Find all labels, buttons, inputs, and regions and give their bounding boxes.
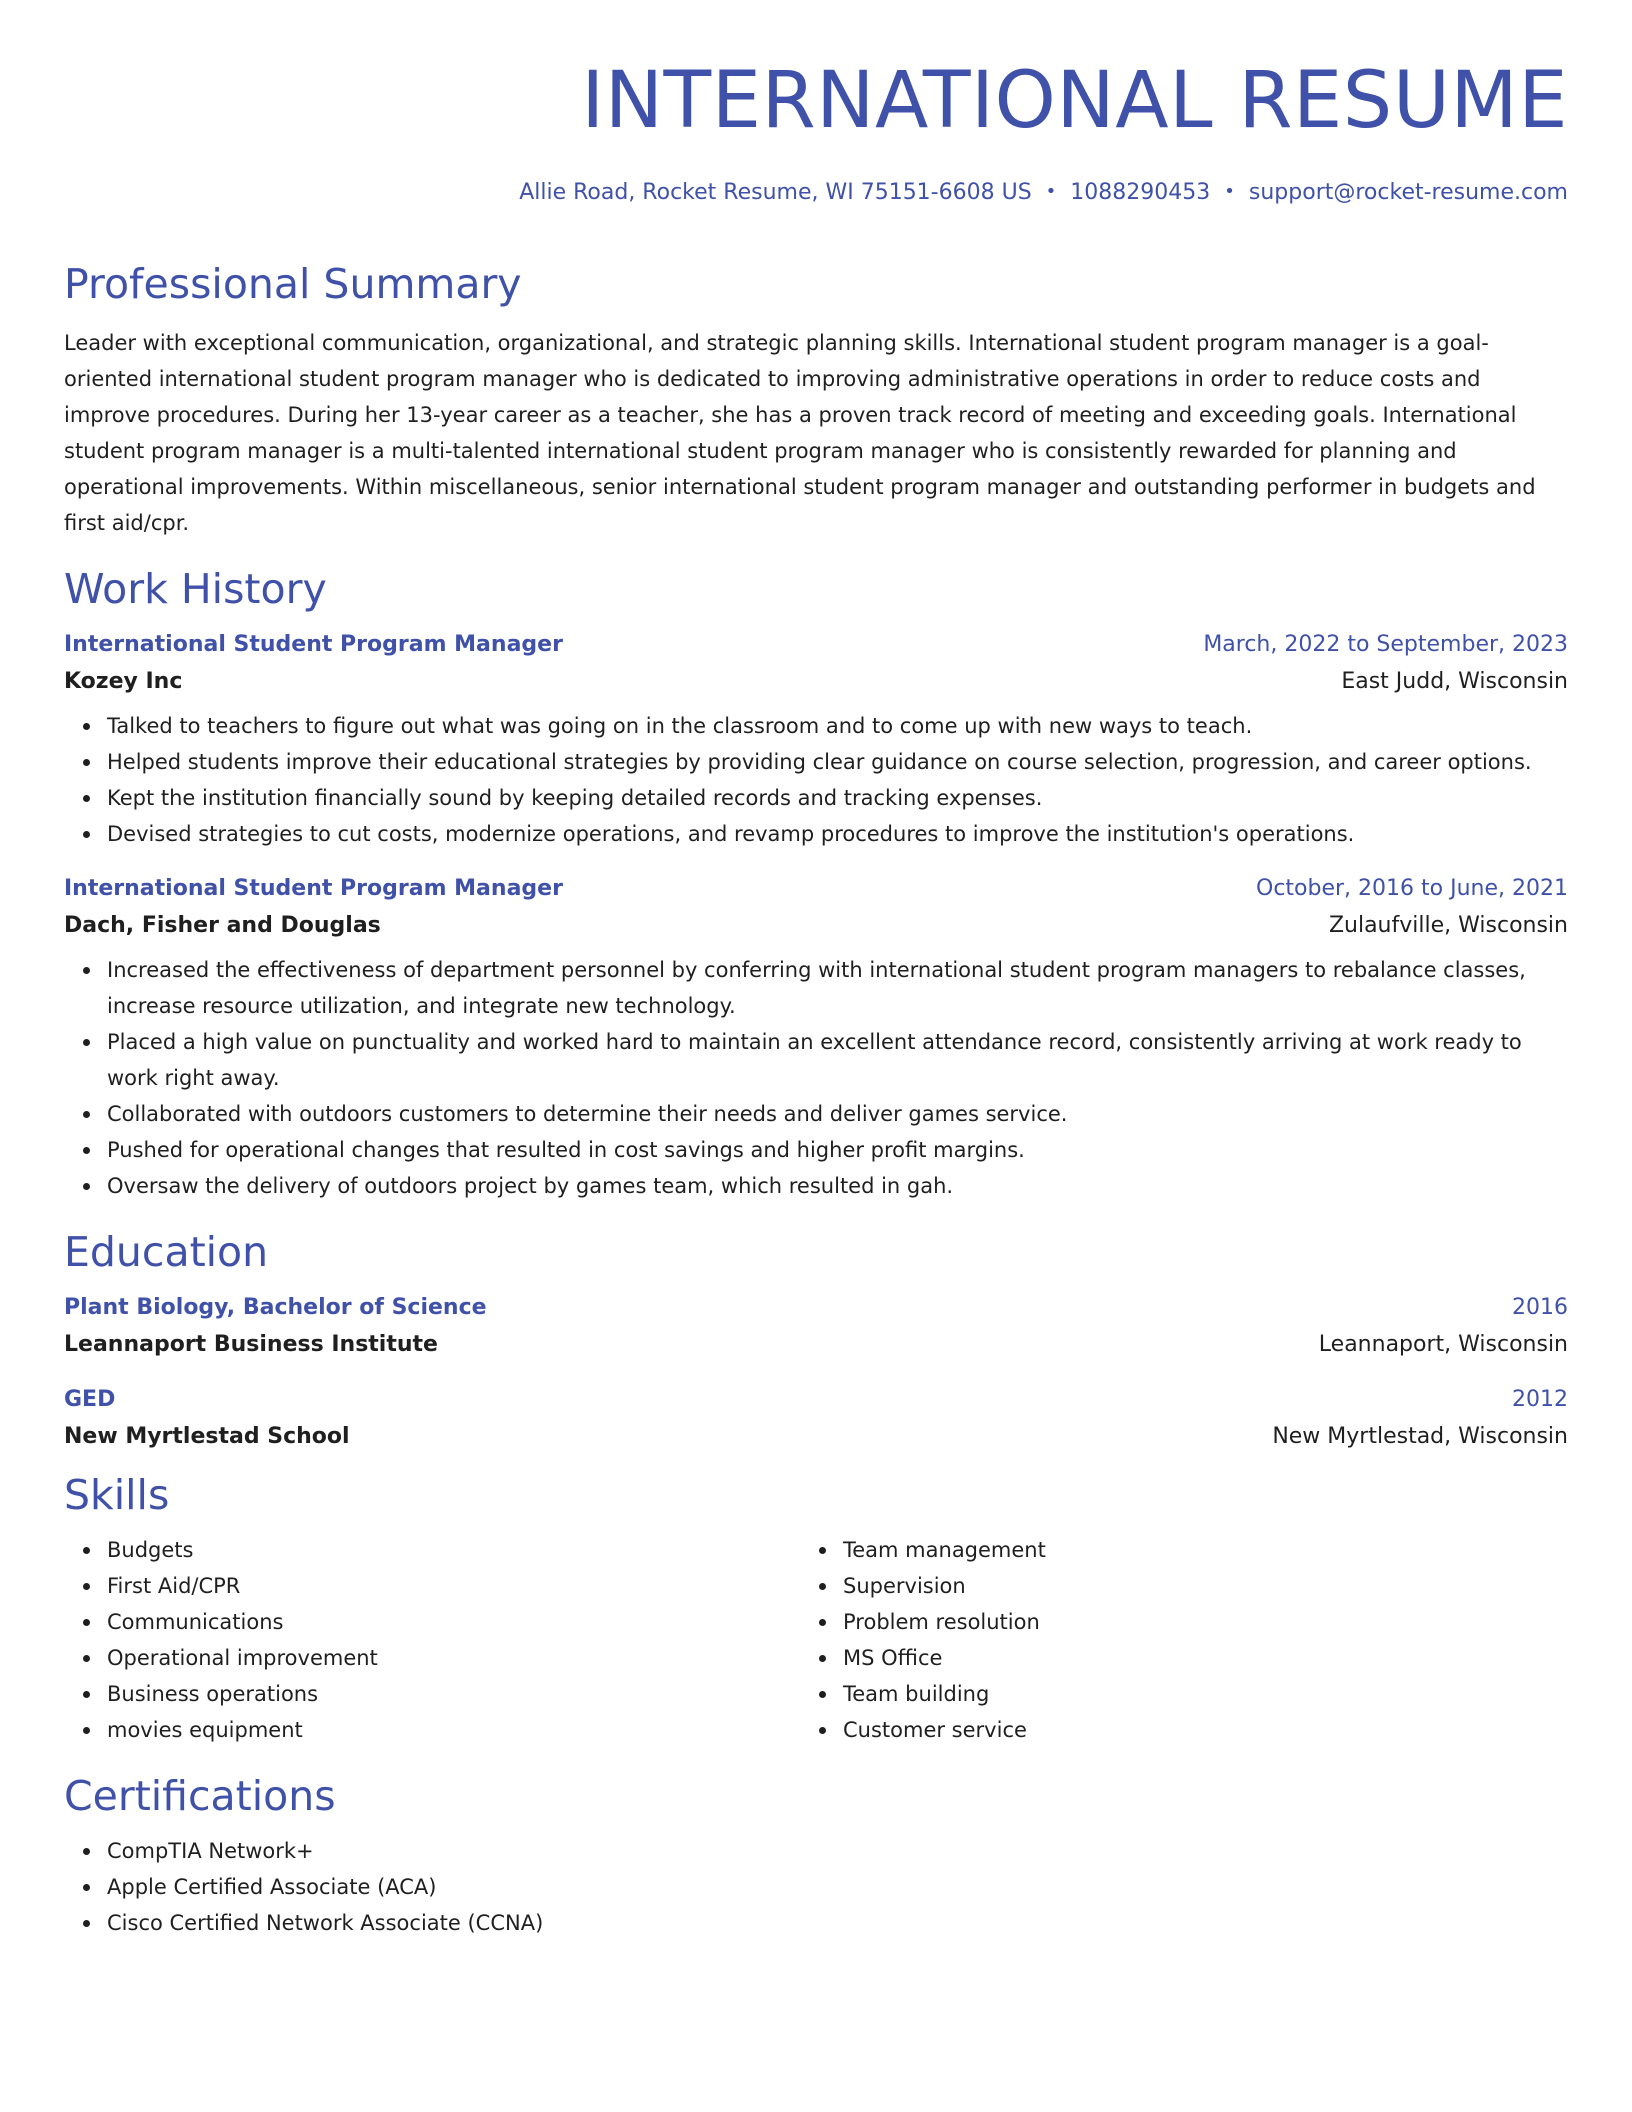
list-item: Oversaw the delivery of outdoors project by games team, which resulted in gah. [107,1168,1568,1204]
contact-email: support@rocket-resume.com [1248,180,1568,205]
list-item: Devised strategies to cut costs, modernize operations, and revamp procedures to improve the institution's operations. [107,816,1568,852]
contact-separator: • [1224,181,1235,202]
contact-separator: • [1045,181,1057,202]
contact-line [64,182,1568,204]
list-item: movies equipment [107,1712,800,1748]
job-title: International Student Program Manager [64,876,563,901]
education-section [64,1228,1568,1449]
job-company-row [64,913,1568,938]
list-item: Placed a high value on punctuality and worked hard to maintain an excellent attendance record, consistently arriving at work ready to work right away. [107,1024,1568,1096]
contact-phone: 1088290453 [1070,180,1211,205]
education-entry [64,1295,1568,1357]
certifications-list [64,1833,1568,1941]
education-year: 2016 [1512,1295,1568,1320]
job-company-row [64,669,1568,694]
work-heading: Work History [64,565,327,613]
education-school-row [64,1332,1568,1357]
list-item: Increased the effectiveness of department personnel by conferring with international student program managers to rebalance classes, increase resource utilization, and integrate new technology. [107,952,1568,1024]
job-location: East Judd, Wisconsin [1341,669,1568,694]
contact-address: Allie Road, Rocket Resume, WI 75151-6608 US [519,180,1032,205]
list-item: Kept the institution financially sound by keeping detailed records and tracking expenses. [107,780,1568,816]
list-item: Problem resolution [843,1604,1536,1640]
list-item: CompTIA Network+ [107,1833,1568,1869]
job-dates: March, 2022 to September, 2023 [1203,632,1568,657]
skills-column-right [800,1532,1536,1748]
education-header-row [64,1295,1568,1320]
list-item: Team management [843,1532,1536,1568]
list-item: Helped students improve their educational strategies by providing clear guidance on course selection, progression, and career options. [107,744,1568,780]
job-header-row [64,876,1568,901]
list-item: Supervision [843,1568,1536,1604]
skills-list [64,1532,800,1748]
education-year: 2012 [1512,1387,1568,1412]
job-company: Dach, Fisher and Douglas [64,913,381,938]
job-header-row [64,632,1568,657]
job-title: International Student Program Manager [64,632,563,657]
education-school-row [64,1424,1568,1449]
job-bullets [64,708,1568,852]
job-location: Zulaufville, Wisconsin [1328,913,1568,938]
list-item: Team building [843,1676,1536,1712]
job-bullets [64,952,1568,1204]
skills-list [800,1532,1536,1748]
list-item: Cisco Certified Network Associate (CCNA) [107,1905,1568,1941]
education-school: Leannaport Business Institute [64,1332,438,1357]
skills-grid [64,1532,1568,1748]
education-heading: Education [64,1228,269,1276]
list-item: Operational improvement [107,1640,800,1676]
summary-text: Leader with exceptional communication, organizational, and strategic planning skills. International student program manager is a goal-oriented international student program manager who is dedicated to improving administrative operations in order to reduce costs and improve procedures. During her 13-year career as a teacher, she has a proven track record of meeting and exceeding goals. International student program manager is a multi-talented international student program manager who is consistently rewarded for planning and operational improvements. Within miscellaneous, senior international student program manager and outstanding performer in budgets and first aid/cpr. [64,331,1536,535]
education-location: New Myrtlestad, Wisconsin [1272,1424,1568,1449]
certifications-section [64,1772,1568,1941]
job-entry [64,876,1568,1204]
list-item: Collaborated with outdoors customers to determine their needs and deliver games service. [107,1096,1568,1132]
education-degree: GED [64,1387,116,1412]
list-item: MS Office [843,1640,1536,1676]
list-item: Pushed for operational changes that resulted in cost savings and higher profit margins. [107,1132,1568,1168]
education-school: New Myrtlestad School [64,1424,350,1449]
job-entry [64,632,1568,852]
summary-heading: Professional Summary [64,260,522,308]
job-dates: October, 2016 to June, 2021 [1256,876,1568,901]
summary-section [64,260,1568,541]
education-entry [64,1387,1568,1449]
certifications-heading: Certifications [64,1772,336,1820]
list-item: Customer service [843,1712,1536,1748]
skills-section [64,1471,1568,1748]
job-company: Kozey Inc [64,669,183,694]
list-item: Business operations [107,1676,800,1712]
education-header-row [64,1387,1568,1412]
resume-title: INTERNATIONAL RESUME [581,56,1568,146]
list-item: Budgets [107,1532,800,1568]
list-item: Talked to teachers to figure out what was going on in the classroom and to come up with new ways to teach. [107,708,1568,744]
work-section [64,565,1568,1204]
list-item: First Aid/CPR [107,1568,800,1604]
skills-heading: Skills [64,1471,170,1519]
education-degree: Plant Biology, Bachelor of Science [64,1295,487,1320]
education-location: Leannaport, Wisconsin [1318,1332,1568,1357]
list-item: Apple Certified Associate (ACA) [107,1869,1568,1905]
skills-column-left [64,1532,800,1748]
list-item: Communications [107,1604,800,1640]
